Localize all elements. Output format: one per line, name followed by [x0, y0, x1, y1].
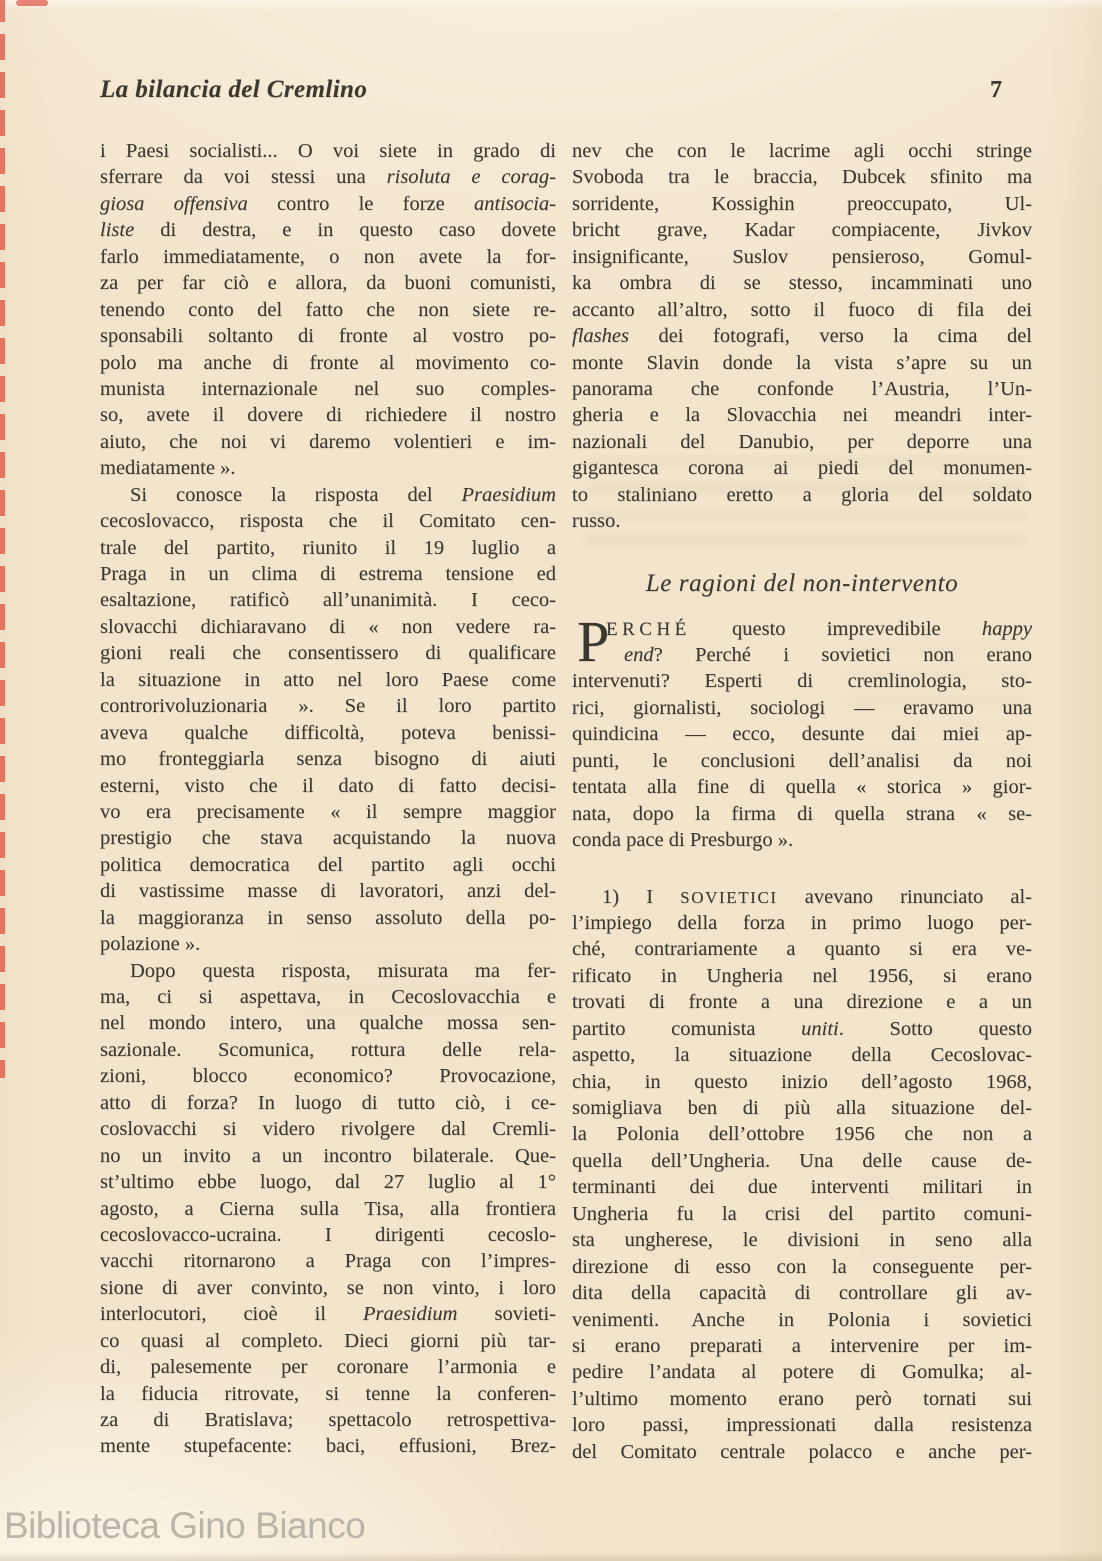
text-line: di vastissime masse di lavoratori, anzi del- [100, 880, 556, 903]
text-line: liste di destra, e in questo caso dovete [100, 219, 556, 242]
text-line: Dopo questa risposta, misurata ma fer- [130, 959, 556, 982]
text-line: loro passi, impressionati dalla resistenza [572, 1414, 1032, 1437]
text-line: quella dell’Ungheria. Una delle cause de- [572, 1149, 1032, 1172]
text-line: pedire l’andata al potere di Gomulka; al- [572, 1361, 1032, 1384]
text-line: nel mondo intero, una qualche mossa sen- [100, 1012, 556, 1035]
text-line: farlo immediatamente, o non avete la for- [100, 245, 556, 268]
text-line: 1) I SOVIETICI avevano rinunciato al- [602, 885, 1032, 908]
text-line: cecoslovacco-ucraina. I dirigenti cecoslo- [100, 1223, 556, 1246]
text-line: rici, giornalisti, sociologi — eravamo una [572, 696, 1032, 719]
text-line: so, avete il dovere di richiedere il nostro [100, 404, 556, 427]
paragraph [100, 482, 556, 958]
text-line: intervenuti? Esperti di cremlinologia, sto- [572, 670, 1032, 693]
text-line: interlocutori, cioè il Praesidium sovieti- [100, 1303, 556, 1326]
text-line: vacchi ritornarono a Praga con l’impres- [100, 1250, 556, 1273]
right-text-column [572, 138, 1032, 1465]
text-line: vo era precisamente « il sempre maggior [100, 800, 556, 823]
text-line: controrivoluzionaria ». Se il loro partito [100, 695, 556, 718]
text-line: tentata alla fine di quella « storica » gior- [572, 776, 1032, 799]
text-line: sione di aver convinto, se non vinto, i loro [100, 1276, 556, 1299]
text-line: mo fronteggiarla senza bisogno di aiuti [100, 748, 556, 771]
text-line: end? Perché i sovietici non erano [624, 644, 1032, 666]
section-heading: Le ragioni del non-intervento [645, 569, 959, 597]
text-line: st’ultimo ebbe luogo, dal 27 luglio al 1° [100, 1171, 556, 1194]
text-line: nazionali del Danubio, per deporre una [572, 430, 1032, 453]
text-line: agosto, a Cierna sulla Tisa, alla frontiera [100, 1197, 556, 1220]
text-line: panorama che confonde l’Austria, l’Un- [572, 377, 1032, 400]
text-line: cecoslovacco, risposta che il Comitato cen- [100, 510, 556, 533]
text-line: monte Slavin donde la vista s’apre su un [572, 351, 1032, 374]
running-head-title: La bilancia del Cremlino [100, 76, 368, 103]
text-line: trovati di fronte a una direzione e a un [572, 991, 1032, 1014]
text-line: partito comunista uniti. Sotto questo [572, 1017, 1032, 1040]
text-line: sta ungherese, le divisioni in seno alla [572, 1229, 1032, 1252]
page-number: 7 [990, 77, 1002, 103]
text-line: quindicina — ecco, desunte dai miei ap- [572, 723, 1032, 746]
text-line: ché, contrariamente a quanto si era ve- [572, 938, 1032, 961]
text-line: conda pace di Presburgo ». [572, 829, 794, 852]
text-line: esaltazione, ratificò all’unanimità. I ceco- [100, 589, 556, 612]
text-line: Svoboda tra le braccia, Dubcek sfinito ma [572, 166, 1032, 189]
paragraph [572, 884, 1032, 1466]
text-line: esterni, visto che il dato di fatto decisi- [100, 774, 556, 797]
paragraph [572, 138, 1032, 535]
text-line: giosa offensiva contro le forze antisocia- [100, 192, 556, 215]
text-line: Ungheria fu la crisi del partito comuni- [572, 1202, 1032, 1225]
text-line: mente stupefacente: baci, effusioni, Brez- [100, 1435, 556, 1458]
text-line: di, palesemente per coronare l’armonia e [100, 1356, 556, 1379]
text-line: direzione di esso con la conseguente per- [572, 1255, 1032, 1278]
paragraph [100, 138, 556, 482]
lead-capitals: ERCHÉ [606, 618, 691, 640]
text-line: trale del partito, riunito il 19 luglio a [100, 536, 556, 559]
dropcap-paragraph [572, 608, 1032, 854]
text-line: Si conosce la risposta del Praesidium [130, 483, 556, 506]
text-line: dita della capacità di controllare gli av- [572, 1282, 1032, 1305]
text-line: gioni reali che consentissero di qualificare [100, 642, 556, 665]
text-line: i Paesi socialisti... O voi siete in grado di [100, 140, 556, 162]
text-line: bricht grave, Kadar compiacente, Jivkov [572, 219, 1032, 242]
text-line: no un invito a un incontro bilaterale. Que- [100, 1144, 556, 1167]
text-line: atto di forza? In luogo di tutto ciò, i ce- [100, 1091, 556, 1114]
right-column-top-paragraphs [572, 138, 1032, 535]
text-line: rificato in Ungheria nel 1956, si erano [572, 964, 1032, 987]
text-line: accanto all’altro, sotto il fuoco di fila dei [572, 298, 1032, 321]
text-line: venimenti. Anche in Polonia i sovietici [572, 1308, 1032, 1331]
text-line: zioni, blocco economico? Provocazione, [100, 1065, 556, 1088]
text-line: prestigio che stava acquistando la nuova [100, 827, 556, 850]
right-column-bottom-paragraphs [572, 884, 1032, 1466]
text-line: co quasi al completo. Dieci giorni più tar- [100, 1329, 556, 1352]
text-line: l’impiego della forza in primo luogo per- [572, 911, 1032, 934]
text-line: la situazione in atto nel loro Paese come [100, 668, 556, 691]
text-line: del Comitato centrale polacco e anche per- [572, 1440, 1032, 1463]
text-line: to staliniano eretto a gloria del soldato [572, 483, 1032, 506]
red-pen-top-dash [16, 0, 48, 6]
red-pen-dashed-margin-mark [0, 0, 5, 1078]
text-line: sponsabili soltanto di fronte al vostro po- [100, 325, 556, 348]
text-line: ma, ci si aspettava, in Cecoslovacchia e [100, 986, 556, 1008]
text-line: insignificante, Suslov pensieroso, Gomul- [572, 245, 1032, 268]
text-line: chia, in questo inizio dell’agosto 1968, [572, 1070, 1032, 1093]
text-line: somigliava ben di più alla situazione del- [572, 1097, 1032, 1119]
text-line: aiuto, che noi vi daremo volentieri e im- [100, 430, 556, 453]
text-line: za per far ciò e allora, da buoni comunisti, [100, 272, 556, 295]
text-line: gheria e la Slovacchia nei meandri inter- [572, 404, 1032, 427]
text-line: punti, le conclusioni dell’analisi da noi [572, 749, 1032, 772]
text-line: mediatamente ». [100, 457, 236, 480]
text-line: munista internazionale nel suo comples- [100, 377, 556, 400]
text-line: terminanti dei due interventi militari in [572, 1176, 1032, 1199]
text-line: polazione ». [100, 933, 201, 956]
text-line: sferrare da voi stessi una risoluta e corag- [100, 166, 556, 189]
text-line: gigantesca corona ai piedi del monumen- [572, 457, 1032, 480]
text-line: sazionale. Scomunica, rottura delle rela- [100, 1038, 556, 1061]
text-line: aveva qualche difficoltà, poteva benissi- [100, 721, 556, 744]
text-line: aspetto, la situazione della Cecoslovac- [572, 1044, 1032, 1067]
text-line: flashes dei fotografi, verso la cima del [572, 325, 1032, 348]
text-line: Praga in un clima di estrema tensione ed [100, 563, 556, 585]
text-line: l’ultimo momento erano però tornati sui [572, 1387, 1032, 1410]
text-line: ERCHÉ questo imprevedibile happy [606, 617, 1032, 640]
dropcap-letter: P [577, 608, 610, 674]
text-line: nata, dopo la firma di quella strana « se- [572, 802, 1032, 825]
text-line: russo. [572, 510, 621, 533]
library-watermark: Biblioteca Gino Bianco [4, 1505, 366, 1546]
text-line: za di Bratislava; spettacolo retrospettiva- [100, 1409, 556, 1431]
text-line: si erano preparati a intervenire per im- [572, 1334, 1032, 1357]
text-line: polo ma anche di fronte al movimento co- [100, 351, 556, 374]
text-line: slovacchi dichiaravano di « non vedere ra- [100, 615, 556, 638]
paragraph [100, 958, 556, 1460]
text-line: sorridente, Kossighin preoccupato, Ul- [572, 192, 1032, 215]
left-text-column [100, 138, 556, 1460]
text-line: tenendo conto del fatto che non siete re- [100, 298, 556, 321]
text-line: coslovacchi si videro rivolgere dal Cremli- [100, 1118, 556, 1141]
text-line: la fiducia ritrovate, si tenne la conferen- [100, 1382, 556, 1405]
text-line: la maggioranza in senso assoluto della po- [100, 906, 556, 929]
text-line: politica democratica del partito agli occhi [100, 853, 556, 876]
text-line: nev che con le lacrime agli occhi stringe [572, 140, 1032, 162]
text-line: ka ombra di se stesso, incamminati uno [572, 272, 1032, 295]
text-line: la Polonia dell’ottobre 1956 che non a [572, 1123, 1032, 1146]
